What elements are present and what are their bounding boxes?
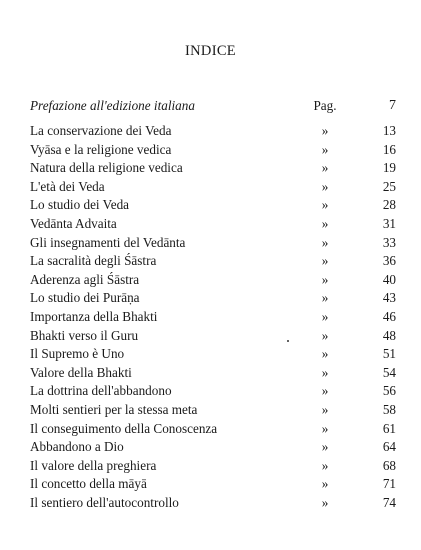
toc-page-marker: » — [321, 309, 329, 324]
toc-row — [30, 271, 396, 289]
toc-page-number: 48 — [382, 327, 396, 343]
toc-row — [30, 178, 396, 196]
toc-row — [30, 141, 396, 159]
toc-page-marker: » — [321, 234, 329, 250]
toc-entry-title: Lo studio dei Veda — [30, 197, 130, 213]
toc-entry-title: Vedānta Advaita — [30, 216, 117, 231]
toc-page-number: 74 — [382, 495, 396, 510]
toc-row — [30, 382, 396, 400]
toc-row — [30, 159, 396, 177]
toc-page-marker: » — [321, 327, 329, 343]
toc-page-marker: » — [321, 123, 329, 138]
toc-page-marker: » — [321, 253, 329, 269]
toc-entry-title: Vyāsa e la religione vedica — [30, 141, 172, 157]
toc-page-number: 64 — [382, 439, 396, 455]
toc-page-number: 46 — [382, 309, 396, 324]
toc-entry-title: Il conseguimento della Conoscenza — [30, 420, 218, 436]
toc-entry-title: La dottrina dell'abbandono — [30, 383, 172, 399]
toc-page-marker: » — [321, 495, 329, 510]
toc-row — [30, 345, 396, 363]
toc-page-marker: » — [321, 141, 329, 157]
toc-entry-title: Natura della religione vedica — [30, 160, 183, 176]
toc-page-marker: » — [321, 271, 329, 287]
toc-row-preface — [30, 97, 396, 115]
toc-row — [30, 457, 396, 475]
toc-row — [30, 475, 396, 493]
toc-row — [30, 234, 396, 252]
toc-page-number: 13 — [382, 123, 396, 138]
toc-page-marker: » — [321, 457, 329, 473]
toc-entry-title: Aderenza agli Śāstra — [30, 271, 140, 287]
toc-row — [30, 438, 396, 456]
toc-page-marker: » — [321, 402, 329, 417]
toc-page-marker: » — [321, 476, 329, 492]
toc-entry-title: Molti sentieri per la stessa meta — [30, 402, 198, 417]
toc-page-number: 19 — [382, 160, 396, 176]
toc-row — [30, 420, 396, 438]
toc-page-number: 71 — [382, 476, 396, 492]
toc-row — [30, 494, 396, 512]
toc-page-number: 68 — [382, 457, 396, 473]
toc-page-number: 54 — [382, 364, 396, 380]
toc-page-number: 36 — [382, 253, 396, 269]
toc-entry-title: Bhakti verso il Guru — [30, 327, 139, 343]
toc-row — [30, 401, 396, 419]
toc-entry-title: Il Supremo è Uno — [30, 346, 125, 362]
toc-page-marker: » — [321, 383, 329, 399]
toc-row — [30, 364, 396, 382]
toc-page-number: 51 — [382, 346, 396, 362]
toc-page-marker: » — [321, 160, 329, 176]
toc-page-marker: » — [321, 178, 329, 194]
toc-entry-title: L'età dei Veda — [30, 178, 105, 194]
page-title: INDICE — [185, 43, 236, 59]
toc-page-marker: Pag. — [313, 98, 337, 113]
toc-page-number: 16 — [382, 141, 396, 157]
toc-page-marker: » — [321, 216, 329, 231]
toc-page-number: 61 — [382, 420, 396, 436]
toc-row — [30, 327, 396, 345]
toc-row — [30, 308, 396, 326]
toc-entry-title: Prefazione all'edizione italiana — [30, 98, 195, 113]
toc-entry-title: Valore della Bhakti — [30, 364, 132, 380]
toc-page-number: 31 — [382, 216, 396, 231]
toc-page-number: 25 — [382, 178, 396, 194]
toc-entry-title: Lo studio dei Purāṇa — [30, 290, 140, 306]
toc-row — [30, 122, 396, 140]
toc-page-marker: » — [321, 420, 329, 436]
toc-entry-title: Il concetto della māyā — [30, 476, 147, 492]
toc-row — [30, 196, 396, 214]
toc-page-number: 56 — [382, 383, 396, 399]
toc-row — [30, 215, 396, 233]
ink-speck — [287, 340, 289, 342]
toc-page-marker: » — [321, 197, 329, 213]
toc-entry-title: Il sentiero dell'autocontrollo — [30, 495, 179, 510]
toc-page-marker: » — [321, 290, 329, 306]
toc-row — [30, 289, 396, 307]
toc-page-number: 58 — [382, 402, 396, 417]
toc-page-number: 40 — [382, 271, 396, 287]
toc-page-number: 43 — [382, 290, 396, 306]
toc-entry-title: Gli insegnamenti del Vedānta — [30, 234, 186, 250]
toc-entry-title: La sacralità degli Śāstra — [30, 253, 157, 269]
toc-entry-title: Abbandono a Dio — [30, 439, 124, 455]
toc-page-number: 28 — [382, 197, 396, 213]
toc-page-marker: » — [321, 346, 329, 362]
toc-entry-title: Importanza della Bhakti — [30, 309, 158, 324]
toc-row — [30, 252, 396, 270]
toc-page-number: 33 — [382, 234, 396, 250]
toc-page-marker: » — [321, 439, 329, 455]
toc-entry-title: La conservazione dei Veda — [30, 123, 172, 138]
toc-entry-title: Il valore della preghiera — [30, 457, 157, 473]
toc-page-marker: » — [321, 364, 329, 380]
toc-page-number: 7 — [389, 98, 396, 113]
